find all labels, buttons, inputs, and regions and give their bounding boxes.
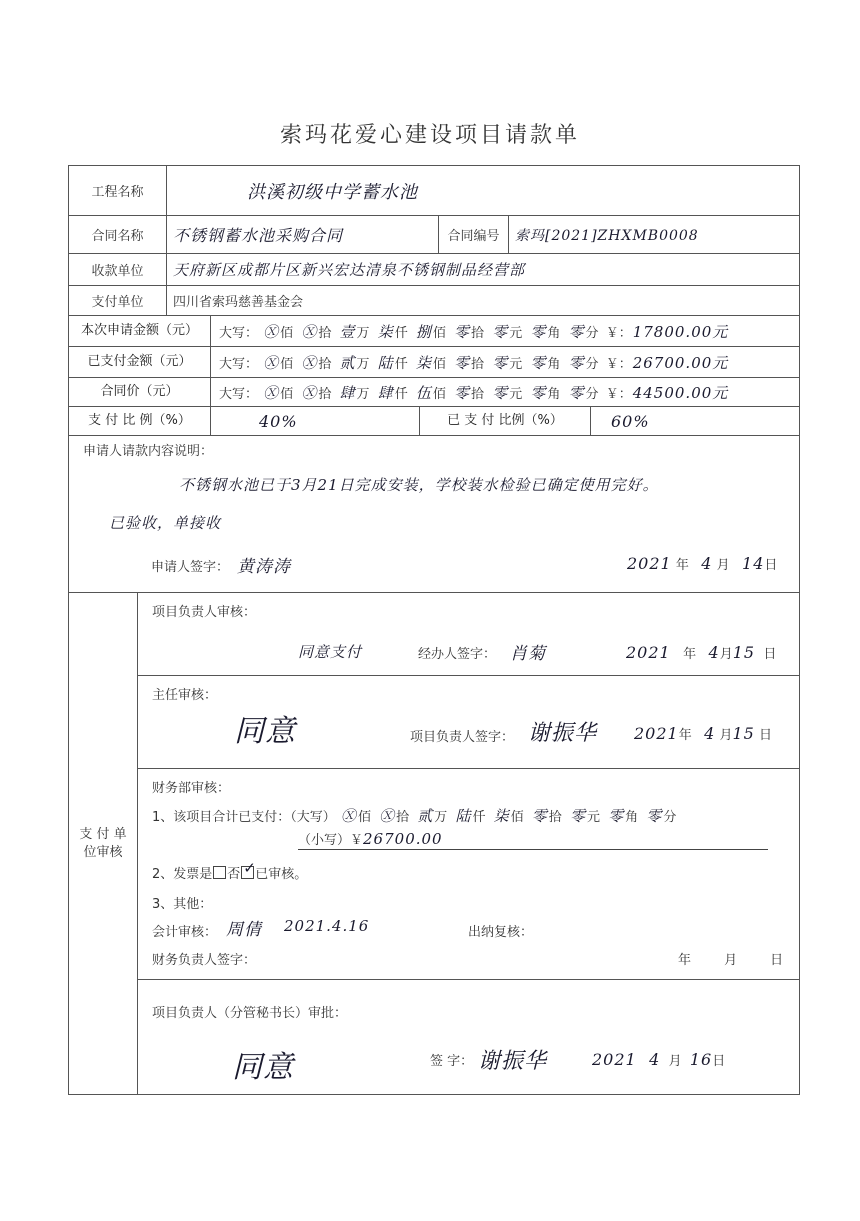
paid-digit: 陆 — [377, 353, 394, 372]
invoice-no-checkbox — [241, 866, 254, 879]
paid-digit: Ⓧ — [263, 353, 280, 372]
current-digit: 柒 — [377, 322, 394, 341]
current-digit: 零 — [492, 322, 509, 341]
director-signature: 谢振华 — [528, 721, 598, 746]
applicant-date: 2021 年 4 月 14日 — [627, 554, 778, 573]
accountant-date: 2021.4.16 — [284, 917, 370, 935]
contract-digit: Ⓧ — [263, 383, 280, 402]
current-digit: 壹 — [339, 322, 356, 341]
paid-amount-label: 已支付金额（元） — [69, 347, 211, 377]
invoice-yes-checkbox — [213, 866, 226, 879]
director-opinion: 同意 — [234, 714, 296, 749]
approval-section-label: 支 付 单 位审核 — [69, 593, 138, 1094]
project-name-label: 工程名称 — [69, 166, 167, 216]
request-desc-line1: 不锈钢水池已于3月21日完成安装，学校装水检验已确定使用完好。 — [179, 476, 659, 494]
current-digit: 捌 — [415, 322, 432, 341]
contract-no-label: 合同编号 — [439, 216, 509, 254]
secretary-date: 2021 4 月 16日 — [592, 1050, 726, 1069]
payer-label: 支付单位 — [69, 286, 167, 316]
secretary-signature: 谢振华 — [478, 1049, 548, 1074]
handler-sign-label: 经办人签字： — [418, 647, 497, 662]
director-date: 2021年 4 月15 日 — [634, 724, 772, 743]
request-desc-label: 申请人请款内容说明： — [83, 444, 214, 459]
paid-digit: 柒 — [415, 353, 432, 372]
paid-digit: Ⓧ — [301, 353, 318, 372]
current-digit: 零 — [454, 322, 471, 341]
applicant-signature: 黄涛涛 — [237, 557, 291, 577]
secretary-approval-label: 项目负责人（分管秘书长）审批： — [152, 1006, 348, 1021]
director-review-label: 主任审核： — [152, 688, 218, 703]
paid-amount-small: 26700.00元 — [632, 353, 729, 372]
paid-digit: 零 — [492, 353, 509, 372]
current-digit: 零 — [530, 322, 547, 341]
pay-ratio-label: 支 付 比 例（%） — [69, 407, 211, 435]
contract-digit: 零 — [492, 383, 509, 402]
secretary-opinion: 同意 — [232, 1050, 294, 1085]
contract-price-label: 合同价（元） — [69, 378, 211, 406]
paid-ratio-value: 60% — [611, 411, 650, 431]
contract-digit: Ⓧ — [301, 383, 318, 402]
secretary-sign-label: 签 字： — [430, 1054, 474, 1069]
paid-amount-line: 大写： Ⓧ佰 Ⓧ拾 贰万 陆仟 柒佰 零拾 零元 零角 零分 ￥：26700.00元 — [219, 353, 729, 372]
finance-total-paid-line: 1、该项目合计已支付：（大写） Ⓧ佰 Ⓧ拾 贰万 陆仟 柒佰 零拾 零元 零角 零分 — [152, 807, 677, 825]
pay-ratio-value: 40% — [259, 411, 298, 431]
current-amount-small: 17800.00元 — [632, 322, 729, 341]
contract-digit: 肆 — [339, 383, 356, 402]
contract-amount-line: 大写： Ⓧ佰 Ⓧ拾 肆万 肆仟 伍佰 零拾 零元 零角 零分 ￥：44500.00元 — [219, 383, 729, 402]
payee-label: 收款单位 — [69, 254, 167, 286]
contract-name-value: 不锈钢蓄水池采购合同 — [173, 226, 344, 245]
current-digit: Ⓧ — [263, 322, 280, 341]
pm-date: 2021 年 4月15 日 — [626, 643, 777, 662]
finance-head-date: 年 月 日 — [678, 953, 784, 968]
handler-signature: 肖菊 — [510, 644, 546, 664]
contract-digit: 伍 — [415, 383, 432, 402]
pm-opinion: 同意支付 — [298, 643, 363, 661]
director-sign-label: 项目负责人签字： — [410, 730, 515, 745]
contract-digit: 零 — [568, 383, 585, 402]
contract-amount-small: 44500.00元 — [632, 383, 729, 402]
project-name-value: 洪溪初级中学蓄水池 — [247, 181, 418, 203]
accountant-signature: 周倩 — [226, 920, 262, 940]
current-digit: 零 — [568, 322, 585, 341]
payer-value: 四川省索玛慈善基金会 — [167, 286, 800, 316]
finance-review-block — [138, 769, 799, 980]
finance-other-label: 3、其他： — [152, 897, 213, 912]
paid-digit: 贰 — [339, 353, 356, 372]
finance-head-sign-label: 财务负责人签字： — [152, 953, 257, 968]
accountant-label: 会计审核： — [152, 925, 218, 940]
cashier-label: 出纳复核： — [468, 925, 534, 940]
contract-no-value: 索玛[2021]ZHXMB0008 — [515, 227, 699, 244]
director-review-block — [138, 676, 799, 769]
finance-small-amount: 26700.00 — [363, 830, 443, 848]
finance-small-amount-line: （小写）￥26700.00 — [298, 829, 768, 850]
contract-digit: 零 — [530, 383, 547, 402]
applicant-sign-label: 申请人签字： — [151, 560, 230, 575]
contract-digit: 零 — [454, 383, 471, 402]
payment-request-form — [68, 165, 800, 1095]
payee-value: 天府新区成都片区新兴宏达清泉不锈钢制品经营部 — [173, 261, 526, 279]
paid-digit: 零 — [530, 353, 547, 372]
current-amount-line: 大写： Ⓧ佰 Ⓧ拾 壹万 柒仟 捌佰 零拾 零元 零角 零分 ￥：17800.00元 — [219, 322, 729, 341]
pm-review-label: 项目负责人审核： — [152, 605, 257, 620]
pm-review-block — [138, 593, 799, 676]
finance-review-label: 财务部审核： — [152, 781, 231, 796]
contract-name-label: 合同名称 — [69, 216, 167, 254]
paid-digit: 零 — [568, 353, 585, 372]
current-digit: Ⓧ — [301, 322, 318, 341]
invoice-check-line: 2、发票是 否✓ 已审核。 — [152, 863, 307, 882]
paid-ratio-label: 已 支 付 比例（%） — [419, 407, 591, 435]
paid-digit: 零 — [454, 353, 471, 372]
secretary-approval-block — [138, 980, 799, 1094]
contract-digit: 肆 — [377, 383, 394, 402]
request-desc-line2: 已验收，单接收 — [109, 514, 222, 532]
current-amount-label: 本次申请金额（元） — [69, 316, 211, 346]
form-title: 索玛花爱心建设项目请款单 — [279, 123, 580, 148]
